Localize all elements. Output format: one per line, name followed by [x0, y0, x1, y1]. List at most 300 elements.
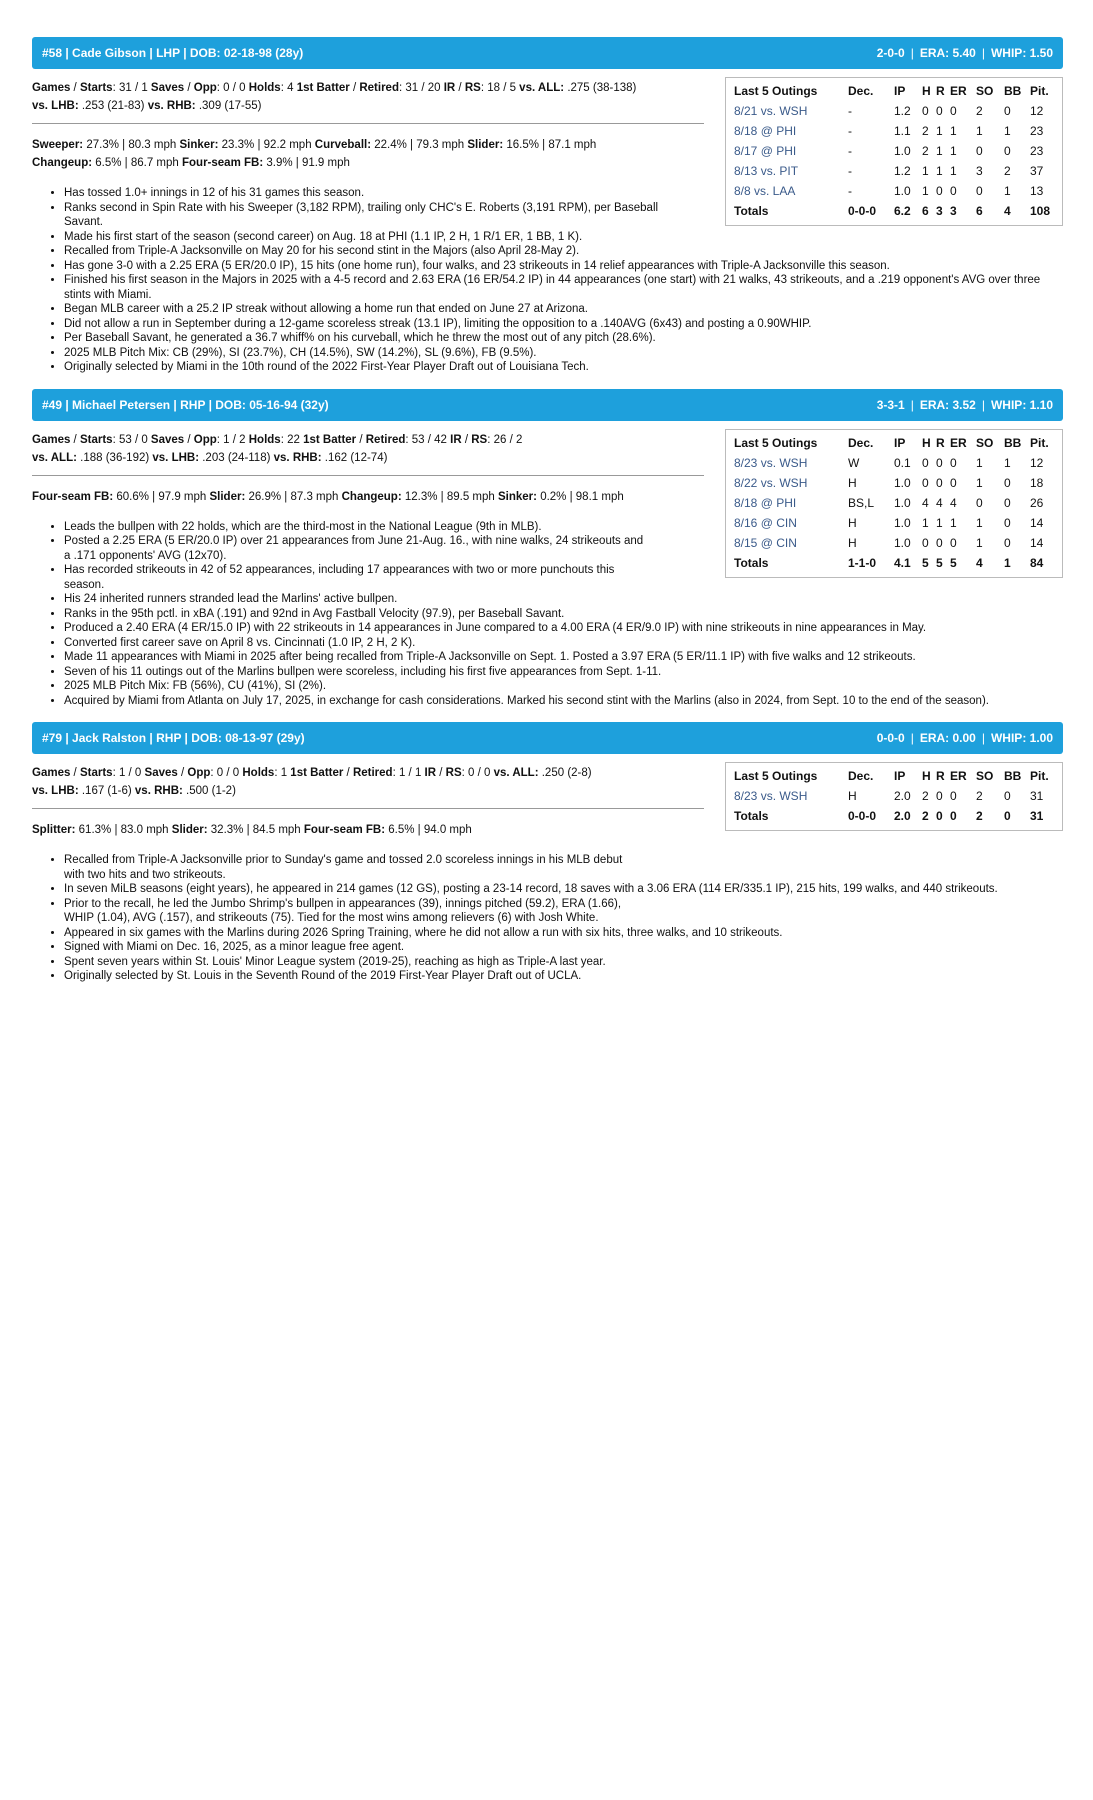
pitch-value: 23.3% | 92.2 mph — [218, 139, 315, 151]
stat-label: Retired — [365, 433, 406, 446]
pitch-name: Splitter: — [32, 824, 76, 836]
column-header: ER — [950, 84, 967, 98]
outing-stat: 1 — [936, 144, 943, 158]
stat-value: .500 (1-2) — [182, 785, 236, 797]
stat-label: vs. LHB: — [152, 451, 200, 464]
outing-stat: 1 — [922, 515, 929, 530]
pitch-value: 12.3% | 89.5 mph — [401, 490, 498, 503]
outing-stat: 1.0 — [894, 495, 911, 510]
note-item: • Converted first career save on April 8 vs. Cincinnati (1.0 IP, 2 H, 2 K). — [64, 636, 1063, 651]
outing-stat: 1 — [936, 515, 943, 530]
column-header: BB — [1004, 769, 1022, 783]
stat-label: Holds — [248, 433, 281, 446]
outing-stat: BS,L — [848, 495, 875, 510]
last-outings-table — [725, 762, 1063, 831]
season-record: 0-0-0 — [876, 731, 905, 745]
player-block — [32, 722, 1063, 984]
totals-cell: 2.0 — [894, 809, 911, 823]
outing-stat: 0 — [1004, 104, 1011, 118]
totals-row — [734, 806, 1054, 826]
outing-stat: 0.1 — [894, 455, 911, 470]
totals-row — [734, 553, 1054, 573]
column-header: Last 5 Outings — [734, 769, 818, 783]
outing-stat: 0 — [1004, 535, 1011, 550]
player-body — [32, 754, 1063, 839]
divider — [32, 808, 704, 809]
totals-cell: 0 — [950, 809, 957, 823]
outing-stat: 0 — [950, 104, 957, 118]
stat-value: : 1 / 0 — [112, 767, 145, 779]
note-item: • Made his first start of the season (second career) on Aug. 18 at PHI (1.1 IP, 2 H, 1 R/1 ER, 1 BB, 1 K). — [64, 230, 1063, 245]
table-header-row — [734, 766, 1054, 786]
outing-stat: 0 — [976, 495, 983, 510]
pitch-mix-line — [32, 488, 704, 506]
stats-line — [32, 782, 704, 800]
column-header: R — [936, 435, 945, 450]
stat-sep: : 4 — [280, 82, 297, 94]
totals-cell: 84 — [1030, 555, 1044, 570]
stat-label: Saves — [144, 767, 178, 779]
outing-stat: 0 — [976, 144, 983, 158]
stat-label: Opp — [193, 433, 217, 446]
pitch-value: 61.3% | 83.0 mph — [75, 824, 172, 836]
outing-stat: 13 — [1030, 184, 1044, 198]
outing-date: 8/16 @ CIN — [734, 515, 797, 530]
pitch-value: 16.5% | 87.1 mph — [503, 139, 597, 151]
pitch-name: Four-seam FB: — [32, 490, 114, 503]
totals-cell: 2 — [976, 809, 983, 823]
outing-stat: 0 — [1004, 144, 1011, 158]
outing-stat: 23 — [1030, 144, 1044, 158]
pitch-name: Four-seam FB: — [303, 824, 386, 836]
stat-value: .253 (21-83) — [78, 100, 148, 112]
column-header: H — [922, 769, 931, 783]
outing-stat: 1 — [1004, 455, 1011, 470]
outing-stat: 0 — [922, 104, 929, 118]
outing-stat: 0 — [1004, 515, 1011, 530]
stat-label: Holds — [242, 767, 275, 779]
stat-label: Retired — [359, 82, 399, 94]
outing-date: 8/15 @ CIN — [734, 535, 797, 550]
totals-cell: 0 — [936, 809, 943, 823]
pitch-name: Sinker: — [498, 490, 537, 503]
outing-stat: 4 — [936, 495, 943, 510]
pitch-name: Four-seam FB: — [182, 157, 264, 169]
totals-cell: 4 — [1004, 204, 1011, 218]
pitch-mix-line — [32, 821, 704, 839]
table-header-row — [734, 433, 1054, 453]
outing-stat: 1 — [950, 144, 957, 158]
stat-sep: / — [349, 82, 360, 94]
table-row — [734, 161, 1054, 181]
outing-stat: 2 — [922, 124, 929, 138]
stat-label: Games — [32, 433, 71, 446]
note-item: • Made 11 appearances with Miami in 2025 after being recalled from Triple-A Jacksonville on Sept. 1. Posted a 3.97 ERA (5 ER/11.1 IP) with five walks and 12 strikeouts. — [64, 650, 1063, 665]
table-row — [734, 533, 1054, 553]
outing-stat: 0 — [936, 475, 943, 490]
outing-stat: 1.2 — [894, 104, 911, 118]
pitch-name: Curveball: — [314, 139, 372, 151]
outing-stat: H — [848, 515, 857, 530]
table-row — [734, 121, 1054, 141]
stat-value: : 53 / 42 — [405, 433, 451, 446]
table-row — [734, 141, 1054, 161]
stat-label: RS — [464, 82, 481, 94]
outing-stat: 18 — [1030, 475, 1044, 490]
stat-value: : 53 / 0 — [112, 433, 151, 446]
last-outings-table — [725, 429, 1063, 578]
pitch-mix-line — [32, 154, 704, 172]
outing-stat: 0 — [936, 104, 943, 118]
outing-stat: 0 — [936, 789, 943, 803]
totals-cell: 6 — [976, 204, 983, 218]
outing-stat: 0 — [936, 184, 943, 198]
stat-label: vs. LHB: — [32, 785, 79, 797]
note-item: • Ranks second in Spin Rate with his Sweeper (3,182 RPM), trailing only CHC's E. Roberts (3,191 RPM), per Baseball Savant. — [64, 201, 664, 230]
stat-label: RS — [445, 767, 462, 779]
outing-date: 8/21 vs. WSH — [734, 104, 808, 118]
stat-label: vs. RHB: — [134, 785, 183, 797]
column-header: R — [936, 769, 945, 783]
outing-stat: 14 — [1030, 515, 1044, 530]
totals-cell: 3 — [950, 204, 957, 218]
totals-cell: 4.1 — [894, 555, 911, 570]
pitch-name: Sinker: — [179, 139, 219, 151]
totals-cell: Totals — [734, 809, 769, 823]
stat-label: vs. LHB: — [32, 100, 79, 112]
notes-list — [32, 853, 1063, 984]
stat-value: : 1 / 1 — [392, 767, 425, 779]
column-header: SO — [976, 769, 994, 783]
outing-stat: 1 — [950, 124, 957, 138]
outing-stat: 0 — [976, 184, 983, 198]
column-header: IP — [894, 84, 906, 98]
stat-value: .203 (24-118) — [199, 451, 274, 464]
column-header: Dec. — [848, 84, 874, 98]
outing-stat: 0 — [950, 789, 957, 803]
player-block — [32, 37, 1063, 375]
outing-stat: 1 — [950, 164, 957, 178]
stat-value: : 0 / 0 — [210, 767, 243, 779]
stat-sep: / — [70, 767, 80, 779]
column-header: Pit. — [1030, 84, 1049, 98]
outing-stat: 1.0 — [894, 515, 911, 530]
totals-cell: 108 — [1030, 204, 1051, 218]
stat-value: : 0 / 0 — [461, 767, 494, 779]
outing-stat: 1 — [976, 475, 983, 490]
stat-label: Starts — [79, 82, 113, 94]
outing-stat: 2 — [976, 789, 983, 803]
totals-cell: 4 — [976, 555, 983, 570]
outing-stat: 3 — [976, 164, 983, 178]
outing-stat: 0 — [936, 535, 943, 550]
stat-label: Starts — [79, 767, 113, 779]
season-era: ERA: 0.00 — [919, 731, 976, 745]
column-header: R — [936, 84, 945, 98]
outing-stat: 2 — [922, 144, 929, 158]
stat-value: : 31 / 20 — [398, 82, 444, 94]
stat-value: .162 (12-74) — [321, 451, 388, 464]
note-item: • Ranks in the 95th pctl. in xBA (.191) and 92nd in Avg Fastball Velocity (97.9), per Baseball Savant. — [64, 607, 1063, 622]
player-block — [32, 389, 1063, 709]
stat-sep: / — [184, 82, 194, 94]
outing-stat: 31 — [1030, 789, 1044, 803]
outing-stat: H — [848, 475, 857, 490]
stat-label: vs. RHB: — [147, 100, 196, 112]
outing-stat: 0 — [1004, 475, 1011, 490]
column-header: Last 5 Outings — [734, 84, 818, 98]
stat-sep: / — [455, 82, 465, 94]
stat-label: Saves — [150, 82, 185, 94]
outing-stat: - — [848, 124, 852, 138]
table-row — [734, 181, 1054, 201]
outing-stat: 2.0 — [894, 789, 911, 803]
outing-stat: 14 — [1030, 535, 1044, 550]
table-header-row — [734, 81, 1054, 101]
stat-label: 1st Batter — [290, 767, 344, 779]
column-header: Pit. — [1030, 769, 1049, 783]
note-item: • Signed with Miami on Dec. 16, 2025, as a minor league free agent. — [64, 940, 1063, 955]
stat-value: : 0 / 0 — [216, 82, 249, 94]
outing-stat: 26 — [1030, 495, 1044, 510]
outing-stat: 1 — [950, 515, 957, 530]
totals-cell: 1-1-0 — [848, 555, 877, 570]
outing-stat: 0 — [950, 475, 957, 490]
note-item: • His 24 inherited runners stranded lead the Marlins' active bullpen. — [64, 592, 1063, 607]
stat-value: : 18 / 5 — [480, 82, 520, 94]
stats-line — [32, 97, 704, 115]
pitch-name: Slider: — [467, 139, 504, 151]
pitch-value: 27.3% | 80.3 mph — [83, 139, 180, 151]
outing-stat: 1.0 — [894, 535, 911, 550]
stat-sep: / — [177, 767, 188, 779]
outing-stat: 1 — [936, 164, 943, 178]
note-item: • 2025 MLB Pitch Mix: CB (29%), SI (23.7%), CH (14.5%), SW (14.2%), SL (9.6%), FB (9.5%). — [64, 346, 1063, 361]
totals-cell: 5 — [950, 555, 957, 570]
stat-value: .250 (2-8) — [538, 767, 592, 779]
totals-cell: 3 — [936, 204, 943, 218]
outing-stat: 12 — [1030, 455, 1044, 470]
last-outings-table — [725, 77, 1063, 226]
column-header: H — [922, 435, 931, 450]
totals-cell: 5 — [936, 555, 943, 570]
stat-sep: / — [461, 433, 472, 446]
stat-label: vs. ALL: — [32, 451, 77, 464]
stat-label: IR — [424, 767, 437, 779]
player-title: #58 | Cade Gibson | LHP | DOB: 02-18-98 (28y) — [42, 46, 304, 60]
stat-label: Saves — [150, 433, 185, 446]
column-header: Last 5 Outings — [734, 435, 818, 450]
stat-value: .275 (38-138) — [564, 82, 637, 94]
note-item: • Has recorded strikeouts in 42 of 52 appearances, including 17 appearances with two or more punchouts this season. — [64, 563, 644, 592]
note-item: • In seven MiLB seasons (eight years), he appeared in 214 games (12 GS), posting a 23-14 record, 18 saves with a 3.06 ERA (114 ER/335.1 IP), 215 hits, 199 walks, and 440 strikeouts. — [64, 882, 1063, 897]
note-item: • Originally selected by St. Louis in the Seventh Round of the 2019 First-Year Player Draft out of UCLA. — [64, 969, 1063, 984]
pitch-name: Slider: — [171, 824, 208, 836]
pitch-name: Slider: — [209, 490, 246, 503]
stat-sep: / — [436, 767, 446, 779]
outing-date: 8/18 @ PHI — [734, 495, 797, 510]
stat-label: vs. ALL: — [493, 767, 539, 779]
column-header: IP — [894, 769, 906, 783]
totals-cell: Totals — [734, 204, 769, 218]
totals-cell: 31 — [1030, 809, 1044, 823]
totals-cell: Totals — [734, 555, 769, 570]
pitch-name: Sweeper: — [32, 139, 84, 151]
note-item: • Posted a 2.25 ERA (5 ER/20.0 IP) over 21 appearances from June 21-Aug. 16., with nine walks, 24 strikeouts and a .171 opponents' AVG (12x70). — [64, 534, 644, 563]
column-header: H — [922, 84, 931, 98]
pitch-value: 6.5% | 94.0 mph — [385, 824, 472, 836]
outing-stat: 2 — [1004, 164, 1011, 178]
divider — [32, 475, 704, 476]
outing-stat: 0 — [950, 455, 957, 470]
outing-stat: H — [848, 789, 857, 803]
totals-cell: 0 — [1004, 809, 1011, 823]
stat-label: IR — [443, 82, 456, 94]
outing-stat: 1.0 — [894, 144, 911, 158]
outing-stat: 1 — [936, 124, 943, 138]
outing-stat: - — [848, 104, 852, 118]
outing-stat: 0 — [922, 535, 929, 550]
stat-sep: / — [184, 433, 194, 446]
outing-stat: 2 — [922, 789, 929, 803]
pitch-value: 60.6% | 97.9 mph — [113, 490, 210, 503]
season-whip: WHIP: 1.50 — [990, 46, 1053, 60]
stat-label: Retired — [352, 767, 393, 779]
pitch-value: 26.9% | 87.3 mph — [245, 490, 342, 503]
outing-stat: 1 — [976, 515, 983, 530]
column-header: SO — [976, 84, 994, 98]
season-era: ERA: 5.40 — [919, 46, 976, 60]
stat-sep: : 22 — [280, 433, 304, 446]
player-title: #79 | Jack Ralston | RHP | DOB: 08-13-97 (29y) — [42, 731, 305, 745]
note-item: • Per Baseball Savant, he generated a 36.7 whiff% on his curveball, which he threw the most out of any pitch (28.6%). — [64, 331, 1063, 346]
outing-stat: 1 — [976, 535, 983, 550]
note-item: • Began MLB career with a 25.2 IP streak without allowing a home run that ended on June 27 at Arizona. — [64, 302, 1063, 317]
season-era: ERA: 3.52 — [919, 397, 976, 412]
pitch-name: Changeup: — [341, 490, 402, 503]
note-item: • Appeared in six games with the Marlins during 2026 Spring Training, where he did not allow a run with six hits, three walks, and 10 strikeouts. — [64, 926, 1063, 941]
stat-label: RS — [471, 433, 488, 446]
stats-line — [32, 764, 704, 782]
pitch-value: 0.2% | 98.1 mph — [537, 490, 624, 503]
outing-stat: 37 — [1030, 164, 1044, 178]
note-item: • Prior to the recall, he led the Jumbo Shrimp's bullpen in appearances (39), innings pitched (59.2), ERA (1.66), WHIP (1.04), AVG (.157), and strikeouts (75). Tied for the most wins among relievers (6) with Josh White. — [64, 897, 644, 926]
stat-label: vs. ALL: — [519, 82, 565, 94]
pitch-value: 22.4% | 79.3 mph — [371, 139, 468, 151]
outing-date: 8/23 vs. WSH — [734, 455, 808, 470]
outing-date: 8/13 vs. PIT — [734, 164, 799, 178]
note-item: • Finished his first season in the Majors in 2025 with a 4-5 record and 2.63 ERA (16 ER/54.2 IP) in 44 appearances (one start) with 21 walks, 43 strikeouts, and a .219 opponent's AVG over three stints with Miami. — [64, 273, 1063, 302]
outing-date: 8/18 @ PHI — [734, 124, 797, 138]
outing-stat: W — [848, 455, 860, 470]
player-header-bar: #49 | Michael Petersen | RHP | DOB: 05-16-94 (32y) 3-3-1 | ERA: 3.52 | WHIP: 1.10 — [32, 389, 1063, 421]
pitch-mix-line — [32, 136, 704, 154]
note-item: • Seven of his 11 outings out of the Marlins bullpen were scoreless, including his first five appearances from Sept. 1-11. — [64, 665, 1063, 680]
note-item: • Produced a 2.40 ERA (4 ER/15.0 IP) with 22 strikeouts in 14 appearances in June compared to a 4.00 ERA (4 ER/9.0 IP) with nine strikeouts in nine appearances in May. — [64, 621, 1063, 636]
stat-value: : 31 / 1 — [112, 82, 151, 94]
outing-stat: 4 — [950, 495, 957, 510]
note-item: • Leads the bullpen with 22 holds, which are the third-most in the National League (9th in MLB). — [64, 520, 1063, 535]
table-row — [734, 453, 1054, 473]
note-item: • Recalled from Triple-A Jacksonville on May 20 for his second stint in the Majors (also April 28-May 2). — [64, 244, 1063, 259]
column-header: SO — [976, 435, 994, 450]
column-header: ER — [950, 769, 967, 783]
player-title: #49 | Michael Petersen | RHP | DOB: 05-16-94 (32y) — [42, 397, 329, 412]
stat-sep: / — [356, 433, 366, 446]
stat-label: Opp — [187, 767, 211, 779]
outing-stat: 0 — [1004, 495, 1011, 510]
stat-sep: / — [70, 82, 80, 94]
stat-sep: / — [343, 767, 353, 779]
outing-stat: 1 — [1004, 124, 1011, 138]
stat-label: Holds — [248, 82, 281, 94]
stat-label: Opp — [193, 82, 217, 94]
table-row — [734, 513, 1054, 533]
outing-stat: - — [848, 144, 852, 158]
totals-cell: 1 — [1004, 555, 1011, 570]
stat-value: .167 (1-6) — [78, 785, 135, 797]
outing-date: 8/23 vs. WSH — [734, 789, 808, 803]
stat-label: 1st Batter — [303, 433, 357, 446]
column-header: IP — [894, 435, 906, 450]
totals-cell: 5 — [922, 555, 929, 570]
column-header: BB — [1004, 84, 1022, 98]
outing-stat: 1 — [1004, 184, 1011, 198]
outing-stat: 0 — [950, 535, 957, 550]
totals-cell: 0-0-0 — [848, 204, 877, 218]
player-header-bar: #58 | Cade Gibson | LHP | DOB: 02-18-98 (28y) 2-0-0 | ERA: 5.40 | WHIP: 1.50 — [32, 37, 1063, 69]
outing-stat: - — [848, 164, 852, 178]
column-header: Dec. — [848, 769, 874, 783]
table-row — [734, 786, 1054, 806]
outing-stat: 1.2 — [894, 164, 911, 178]
stat-label: 1st Batter — [296, 82, 350, 94]
column-header: BB — [1004, 435, 1022, 450]
outing-stat: 1 — [976, 455, 983, 470]
stat-value: : 26 / 2 — [487, 433, 523, 446]
outing-stat: 0 — [922, 475, 929, 490]
outing-stat: 1 — [976, 124, 983, 138]
totals-cell: 2 — [922, 809, 929, 823]
outing-stat: 2 — [976, 104, 983, 118]
totals-cell: 0-0-0 — [848, 809, 877, 823]
stat-value: .309 (17-55) — [195, 100, 262, 112]
note-item: • Originally selected by Miami in the 10th round of the 2022 First-Year Player Draft out of Louisiana Tech. — [64, 360, 1063, 375]
outing-date: 8/17 @ PHI — [734, 144, 797, 158]
note-item: • 2025 MLB Pitch Mix: FB (56%), CU (41%), SI (2%). — [64, 679, 1063, 694]
stat-label: Games — [32, 82, 71, 94]
outing-stat: 23 — [1030, 124, 1044, 138]
note-item: • Did not allow a run in September during a 12-game scoreless streak (13.1 IP), limiting the opposition to a .140AVG (6x43) and posting a 0.90WHIP. — [64, 317, 1063, 332]
outing-stat: 0 — [922, 455, 929, 470]
stat-sep: / — [70, 433, 80, 446]
outing-stat: 1 — [922, 164, 929, 178]
column-header: Dec. — [848, 435, 874, 450]
stat-label: IR — [450, 433, 462, 446]
pitch-value: 6.5% | 86.7 mph — [92, 157, 182, 169]
season-record: 3-3-1 — [876, 397, 905, 412]
divider — [32, 123, 704, 124]
stat-value: .188 (36-192) — [76, 451, 153, 464]
player-header-bar: #79 | Jack Ralston | RHP | DOB: 08-13-97 (29y) 0-0-0 | ERA: 0.00 | WHIP: 1.00 — [32, 722, 1063, 754]
table-row — [734, 493, 1054, 513]
outing-stat: 1 — [922, 184, 929, 198]
outing-stat: 0 — [936, 455, 943, 470]
note-item: • Spent seven years within St. Louis' Minor League system (2019-25), reaching as high as Triple-A last year. — [64, 955, 1063, 970]
outing-stat: 12 — [1030, 104, 1044, 118]
note-item: • Acquired by Miami from Atlanta on July 17, 2025, in exchange for cash considerations. Marked his second stint with the Marlins (also in 2024, from Sept. 10 to the end of the season). — [64, 694, 1063, 709]
outing-stat: 1.0 — [894, 475, 911, 490]
